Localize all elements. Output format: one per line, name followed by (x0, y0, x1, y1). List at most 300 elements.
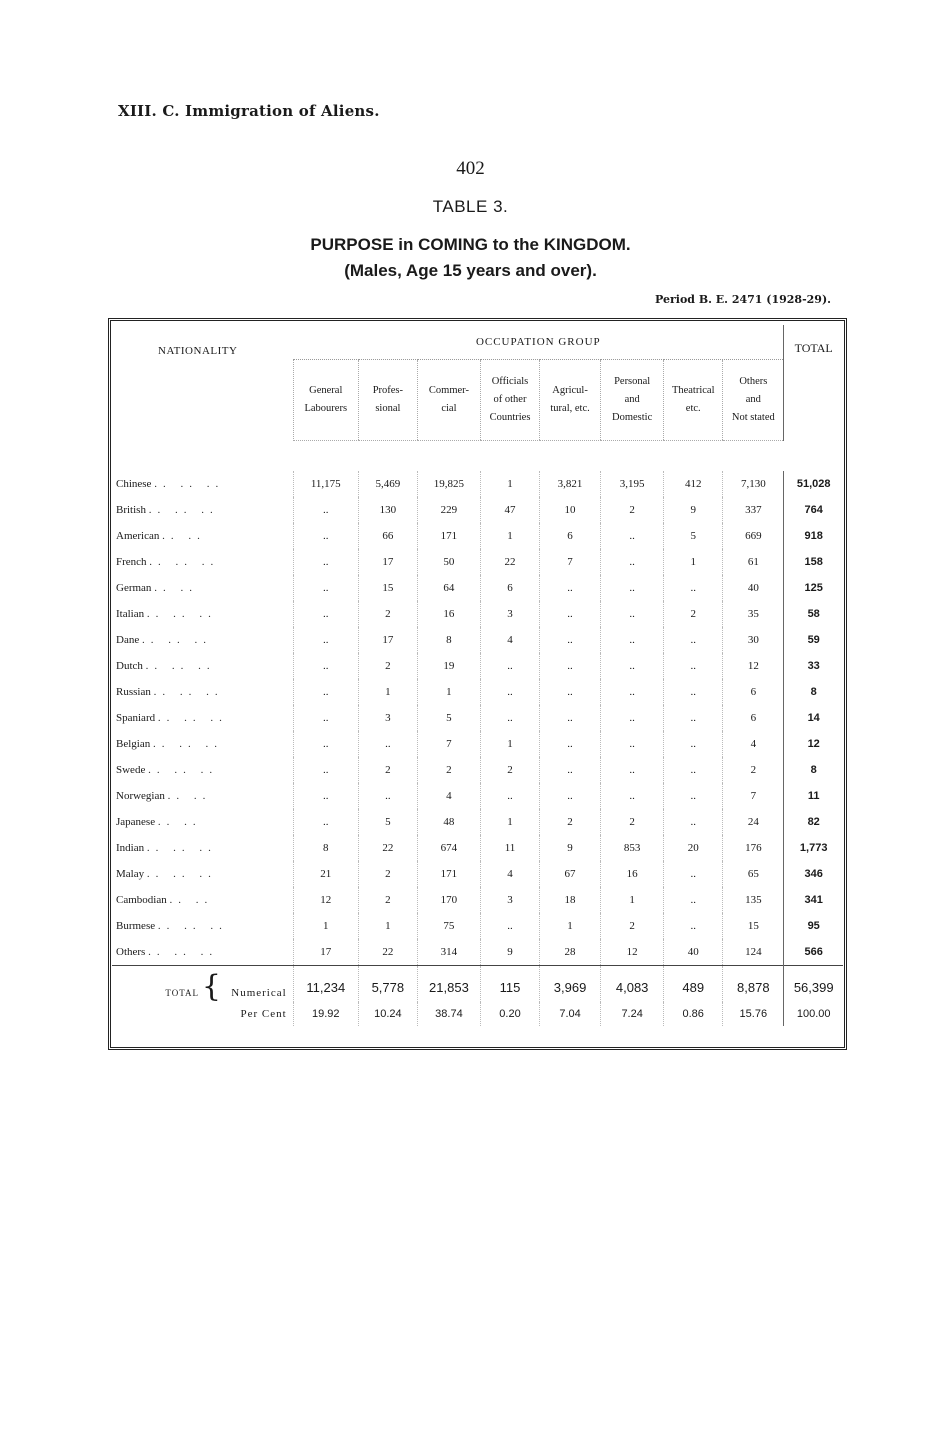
dot-leader: .. .. (162, 530, 206, 542)
table-row (112, 835, 843, 861)
percent-cell: 0.20 (480, 1002, 539, 1026)
nationality-cell (112, 913, 293, 939)
value-cell: 48 (417, 809, 480, 835)
total-header: TOTAL (784, 325, 843, 441)
value-cell: 19 (417, 653, 480, 679)
value-cell: .. (601, 575, 664, 601)
column-header-line: of other (493, 394, 527, 405)
total-cell: 3,969 (540, 966, 601, 1003)
dot-leader: .. .. .. (157, 712, 228, 724)
row-total-cell: 11 (784, 783, 843, 809)
data-table (112, 325, 843, 1026)
total-label: TOTAL { Numerical (112, 966, 293, 1003)
table-row (112, 809, 843, 835)
value-cell: 5 (417, 705, 480, 731)
value-cell: 47 (480, 497, 539, 523)
value-cell: 12 (601, 939, 664, 966)
nationality-name: British (116, 504, 146, 516)
value-cell: 2 (358, 601, 417, 627)
row-total-cell: 346 (784, 861, 843, 887)
nationality-cell (112, 497, 293, 523)
value-cell: 1 (417, 679, 480, 705)
total-cell: 5,778 (358, 966, 417, 1003)
value-cell: 5 (664, 523, 723, 549)
value-cell: 8 (293, 835, 358, 861)
column-header-line: Officials (491, 376, 529, 387)
value-cell: .. (601, 653, 664, 679)
section-title: XIII. C. Immigration of Aliens. (118, 102, 380, 120)
grand-total-cell: 56,399 (784, 966, 843, 1003)
value-cell: 22 (358, 835, 417, 861)
value-cell: 170 (417, 887, 480, 913)
nationality-name: Russian (116, 686, 151, 698)
value-cell: 1 (480, 523, 539, 549)
value-cell: 2 (664, 601, 723, 627)
table-row (112, 471, 843, 497)
table-row (112, 653, 843, 679)
value-cell: 7 (417, 731, 480, 757)
value-cell: .. (480, 913, 539, 939)
value-cell: 4 (417, 783, 480, 809)
value-cell: .. (293, 497, 358, 523)
value-cell: 2 (540, 809, 601, 835)
value-cell: 6 (723, 679, 784, 705)
value-cell: 1 (293, 913, 358, 939)
dot-leader: .. .. .. (148, 946, 219, 958)
value-cell: 11 (480, 835, 539, 861)
value-cell: 1 (480, 731, 539, 757)
value-cell: .. (540, 705, 601, 731)
value-cell: .. (664, 731, 723, 757)
column-header-line: Not stated (731, 412, 775, 423)
dot-leader: .. .. .. (141, 634, 212, 646)
value-cell: .. (664, 679, 723, 705)
value-cell: 2 (601, 913, 664, 939)
value-cell: 6 (723, 705, 784, 731)
value-cell: 10 (540, 497, 601, 523)
percent-cell: 7.24 (601, 1002, 664, 1026)
value-cell: 1 (358, 679, 417, 705)
nationality-cell (112, 835, 293, 861)
value-cell: 2 (480, 757, 539, 783)
value-cell: .. (293, 627, 358, 653)
value-cell: .. (293, 809, 358, 835)
value-cell: .. (540, 601, 601, 627)
column-header-line: cial (441, 403, 457, 414)
percent-cell: 0.86 (664, 1002, 723, 1026)
value-cell: 61 (723, 549, 784, 575)
nationality-name: Cambodian (116, 894, 167, 906)
value-cell: 9 (480, 939, 539, 966)
value-cell: 15 (358, 575, 417, 601)
occupation-group-header: OCCUPATION GROUP (293, 325, 784, 360)
table-row (112, 523, 843, 549)
percent-cell: 15.76 (723, 1002, 784, 1026)
column-header (664, 360, 723, 441)
value-cell: 2 (601, 809, 664, 835)
value-cell: 17 (358, 627, 417, 653)
value-cell: 17 (293, 939, 358, 966)
percent-cell: 38.74 (417, 1002, 480, 1026)
table-row (112, 705, 843, 731)
dot-leader: .. .. (157, 816, 202, 828)
value-cell: .. (664, 705, 723, 731)
value-cell: 669 (723, 523, 784, 549)
value-cell: 6 (480, 575, 539, 601)
value-cell: .. (293, 679, 358, 705)
table-row (112, 497, 843, 523)
column-header-line: tural, etc. (550, 403, 590, 414)
value-cell: 2 (358, 887, 417, 913)
value-cell: 4 (723, 731, 784, 757)
value-cell: 22 (358, 939, 417, 966)
value-cell: .. (664, 653, 723, 679)
value-cell: .. (664, 861, 723, 887)
period-label: Period B. E. 2471 (1928-29). (655, 293, 831, 306)
value-cell: .. (601, 523, 664, 549)
column-header-line: Theatrical (671, 385, 715, 396)
total-cell: 8,878 (723, 966, 784, 1003)
value-cell: 176 (723, 835, 784, 861)
value-cell: .. (664, 783, 723, 809)
column-header (480, 360, 539, 441)
row-total-cell: 918 (784, 523, 843, 549)
value-cell: 28 (540, 939, 601, 966)
value-cell: 1 (540, 913, 601, 939)
value-cell: 4 (480, 861, 539, 887)
total-numerical-row (112, 966, 843, 1003)
table-row (112, 731, 843, 757)
value-cell: .. (293, 549, 358, 575)
percent-label: Per Cent (240, 1008, 287, 1020)
nationality-name: Others (116, 946, 146, 958)
value-cell: .. (540, 783, 601, 809)
table-row (112, 627, 843, 653)
column-header-line: and (745, 394, 761, 405)
value-cell: .. (601, 757, 664, 783)
nationality-name: American (116, 530, 160, 542)
nationality-name: Burmese (116, 920, 156, 932)
value-cell: .. (540, 653, 601, 679)
dot-leader: .. .. .. (153, 686, 224, 698)
value-cell: 21 (293, 861, 358, 887)
value-cell: .. (293, 757, 358, 783)
nationality-cell (112, 575, 293, 601)
value-cell: 9 (664, 497, 723, 523)
value-cell: .. (601, 549, 664, 575)
value-cell: 64 (417, 575, 480, 601)
value-cell: 4 (480, 627, 539, 653)
table-number: TABLE 3. (432, 197, 509, 216)
nationality-cell (112, 627, 293, 653)
table-row (112, 939, 843, 966)
nationality-name: Spaniard (116, 712, 156, 724)
value-cell: .. (293, 731, 358, 757)
value-cell: 75 (417, 913, 480, 939)
value-cell: 2 (601, 497, 664, 523)
value-cell: 1 (358, 913, 417, 939)
value-cell: 130 (358, 497, 417, 523)
column-header-line: Countries (489, 412, 531, 423)
value-cell: .. (664, 627, 723, 653)
value-cell: 2 (358, 757, 417, 783)
value-cell: 67 (540, 861, 601, 887)
value-cell: 124 (723, 939, 784, 966)
row-total-cell: 1,773 (784, 835, 843, 861)
value-cell: 40 (723, 575, 784, 601)
value-cell: 50 (417, 549, 480, 575)
row-total-cell: 566 (784, 939, 843, 966)
row-total-cell: 125 (784, 575, 843, 601)
nationality-cell (112, 549, 293, 575)
value-cell: .. (601, 705, 664, 731)
nationality-cell (112, 705, 293, 731)
percent-cell: 10.24 (358, 1002, 417, 1026)
nationality-cell (112, 679, 293, 705)
table-row (112, 575, 843, 601)
nationality-name: Dutch (116, 660, 143, 672)
nationality-name: Italian (116, 608, 145, 620)
row-total-cell: 158 (784, 549, 843, 575)
table-row (112, 913, 843, 939)
value-cell: 314 (417, 939, 480, 966)
percent-cell: 19.92 (293, 1002, 358, 1026)
value-cell: 7,130 (723, 471, 784, 497)
column-header-line: Domestic (612, 412, 653, 423)
value-cell: 1 (480, 471, 539, 497)
value-cell: 40 (664, 939, 723, 966)
column-header-line: General (309, 385, 343, 396)
column-header (540, 360, 601, 441)
row-total-cell: 764 (784, 497, 843, 523)
nationality-cell (112, 809, 293, 835)
value-cell: .. (601, 731, 664, 757)
value-cell: .. (293, 575, 358, 601)
percent-total-cell: 100.00 (784, 1002, 843, 1026)
value-cell: 2 (358, 861, 417, 887)
dot-leader: .. .. .. (148, 764, 219, 776)
column-header-line: Labourers (304, 403, 348, 414)
value-cell: 65 (723, 861, 784, 887)
nationality-name: Indian (116, 842, 145, 854)
table-row (112, 601, 843, 627)
value-cell: .. (293, 653, 358, 679)
row-total-cell: 8 (784, 679, 843, 705)
row-total-cell: 8 (784, 757, 843, 783)
row-total-cell: 341 (784, 887, 843, 913)
dot-leader: .. .. .. (146, 608, 217, 620)
value-cell: 3 (358, 705, 417, 731)
value-cell: 853 (601, 835, 664, 861)
nationality-name: Chinese (116, 478, 152, 490)
value-cell: 1 (480, 809, 539, 835)
value-cell: 171 (417, 523, 480, 549)
column-header-line: Personal (614, 376, 651, 387)
row-total-cell: 59 (784, 627, 843, 653)
nationality-cell (112, 783, 293, 809)
value-cell: .. (664, 575, 723, 601)
row-total-cell: 82 (784, 809, 843, 835)
table-row (112, 679, 843, 705)
value-cell: 135 (723, 887, 784, 913)
column-header (293, 360, 358, 441)
value-cell: 19,825 (417, 471, 480, 497)
column-header-line: Agricul- (552, 385, 588, 396)
value-cell: 9 (540, 835, 601, 861)
value-cell: 412 (664, 471, 723, 497)
nationality-header: NATIONALITY (158, 345, 238, 357)
value-cell: .. (540, 757, 601, 783)
value-cell: .. (480, 653, 539, 679)
nationality-name: French (116, 556, 147, 568)
column-header (358, 360, 417, 441)
value-cell: .. (664, 757, 723, 783)
nationality-name: Japanese (116, 816, 156, 828)
value-cell: .. (358, 783, 417, 809)
dot-leader: .. .. .. (146, 842, 217, 854)
total-cell: 11,234 (293, 966, 358, 1003)
value-cell: 1 (664, 549, 723, 575)
value-cell: .. (664, 809, 723, 835)
dot-leader: .. .. .. (146, 868, 217, 880)
row-total-cell: 14 (784, 705, 843, 731)
value-cell: 22 (480, 549, 539, 575)
dot-leader: .. .. .. (152, 738, 223, 750)
dot-leader: .. .. .. (154, 478, 225, 490)
value-cell: 66 (358, 523, 417, 549)
value-cell: 3,195 (601, 471, 664, 497)
dot-leader: .. .. .. (149, 556, 220, 568)
value-cell: 6 (540, 523, 601, 549)
nationality-cell (112, 887, 293, 913)
nationality-name: Malay (116, 868, 145, 880)
value-cell: 3 (480, 601, 539, 627)
value-cell: .. (480, 705, 539, 731)
row-total-cell: 95 (784, 913, 843, 939)
dot-leader: .. .. .. (145, 660, 216, 672)
table-title: PURPOSE in COMING to the KINGDOM. (310, 235, 631, 254)
total-cell: 4,083 (601, 966, 664, 1003)
value-cell: 8 (417, 627, 480, 653)
value-cell: 24 (723, 809, 784, 835)
nationality-name: Swede (116, 764, 146, 776)
nationality-name: Belgian (116, 738, 151, 750)
column-header-line: Profes- (372, 385, 404, 396)
row-total-cell: 33 (784, 653, 843, 679)
nationality-cell (112, 653, 293, 679)
value-cell: 20 (664, 835, 723, 861)
dot-leader: .. .. (169, 894, 214, 906)
value-cell: .. (601, 783, 664, 809)
nationality-cell (112, 731, 293, 757)
value-cell: 30 (723, 627, 784, 653)
value-cell: 12 (723, 653, 784, 679)
value-cell: 16 (601, 861, 664, 887)
dot-leader: .. .. .. (148, 504, 219, 516)
value-cell: 7 (540, 549, 601, 575)
value-cell: 3 (480, 887, 539, 913)
value-cell: 5 (358, 809, 417, 835)
nationality-name: German (116, 582, 152, 594)
value-cell: 2 (723, 757, 784, 783)
column-header-line: sional (375, 403, 401, 414)
value-cell: 3,821 (540, 471, 601, 497)
value-cell: .. (540, 679, 601, 705)
total-percent-row (112, 1002, 843, 1026)
row-total-cell: 58 (784, 601, 843, 627)
column-header-line: etc. (685, 403, 701, 414)
column-header (723, 360, 784, 441)
value-cell: 229 (417, 497, 480, 523)
total-cell: 489 (664, 966, 723, 1003)
nationality-cell (112, 757, 293, 783)
dot-leader: .. .. (167, 790, 212, 802)
value-cell: .. (601, 601, 664, 627)
value-cell: .. (601, 679, 664, 705)
value-cell: 18 (540, 887, 601, 913)
value-cell: .. (540, 731, 601, 757)
table-row (112, 783, 843, 809)
value-cell: .. (293, 523, 358, 549)
value-cell: 5,469 (358, 471, 417, 497)
value-cell: .. (293, 705, 358, 731)
value-cell: 15 (723, 913, 784, 939)
value-cell: .. (601, 627, 664, 653)
nationality-cell (112, 523, 293, 549)
value-cell: .. (664, 913, 723, 939)
table-row (112, 757, 843, 783)
nationality-name: Norwegian (116, 790, 165, 802)
value-cell: .. (664, 887, 723, 913)
nationality-cell (112, 471, 293, 497)
nationality-cell (112, 601, 293, 627)
column-header-line: Commer- (428, 385, 469, 396)
value-cell: .. (293, 601, 358, 627)
dot-leader: .. .. .. (157, 920, 228, 932)
value-cell: 11,175 (293, 471, 358, 497)
nationality-name: Dane (116, 634, 140, 646)
row-total-cell: 51,028 (784, 471, 843, 497)
value-cell: 12 (293, 887, 358, 913)
value-cell: .. (358, 731, 417, 757)
column-header-line: Others (739, 376, 768, 387)
percent-cell: 7.04 (540, 1002, 601, 1026)
column-header (417, 360, 480, 441)
value-cell: 2 (417, 757, 480, 783)
table-row (112, 549, 843, 575)
table-row (112, 861, 843, 887)
page-number: 402 (456, 158, 485, 179)
value-cell: 17 (358, 549, 417, 575)
table-subtitle: (Males, Age 15 years and over). (344, 261, 597, 280)
value-cell: 35 (723, 601, 784, 627)
value-cell: 674 (417, 835, 480, 861)
value-cell: 171 (417, 861, 480, 887)
value-cell: 16 (417, 601, 480, 627)
total-cell: 21,853 (417, 966, 480, 1003)
table-body (112, 441, 843, 966)
value-cell: 7 (723, 783, 784, 809)
value-cell: 2 (358, 653, 417, 679)
value-cell: .. (540, 627, 601, 653)
value-cell: 337 (723, 497, 784, 523)
value-cell: .. (480, 679, 539, 705)
percent-label-cell (112, 1002, 293, 1026)
value-cell: 1 (601, 887, 664, 913)
nationality-cell (112, 861, 293, 887)
brace-icon: { (201, 969, 223, 1004)
table-row (112, 887, 843, 913)
